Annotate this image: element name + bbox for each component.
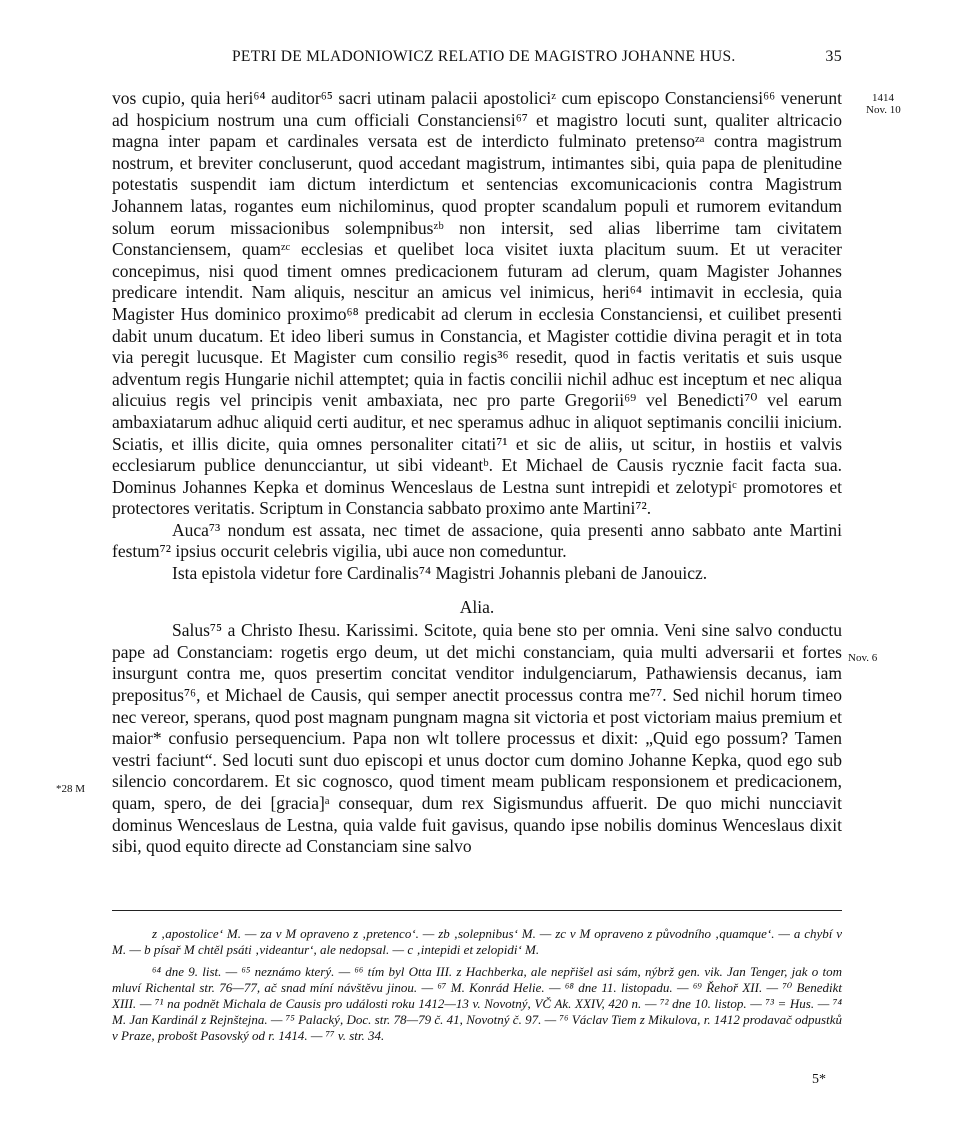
- paragraph-auca: Auca⁷³ nondum est assata, nec timet de assacione, quia presenti anno sabbato ante Martini festum⁷² ipsius occurit celebris vigilia, ubi auce non comeduntur.: [112, 519, 842, 562]
- footnote-divider: [112, 910, 842, 911]
- margin-date-day: Nov. 10: [866, 104, 901, 116]
- footnote-commentary: ⁶⁴ dne 9. list. — ⁶⁵ neznámo který. — ⁶⁶ tím byl Otta III. z Hachberka, ale nepřišel asi sám, nýbrž gen. vik. Jan Tenger, jak o tom mluví Richental str. 76—77, ač snad míní návštěvu jinou. — ⁶⁷ M. Konrád Helie. — ⁶⁸ dne 11. listopadu. — ⁶⁹ Řehoř XII. — ⁷⁰ Benedikt XIII. — ⁷¹ na podnět Michala de Causis pro události roku 1412—13 v. Novotný, VČ Ak. XXIV, 420 n. — ⁷² dne 10. listop. — ⁷³ = Hus. — ⁷⁴ M. Jan Kardinál z Rejnštejna. — ⁷⁵ Palacký, Doc. str. 78—79 č. 41, Novotný č. 97. — ⁷⁶ Václav Tiem z Mikulova, r. 1412 prodavač odpustků v Praze, probošt Pasovský od r. 1414. — ⁷⁷ v. str. 34.: [112, 964, 842, 1043]
- running-title: PETRI DE MLADONIOWICZ RELATIO DE MAGISTRO JOHANNE HUS.: [232, 48, 736, 65]
- footnote-textual: z ‚apostolice‘ M. — za v M opraveno z ‚pretenco‘. — zb ‚solepnibus‘ M. — zc v M opraveno z původního ‚quamque‘. — a chybí v M. — b písař M chtěl psáti ‚videantur‘, ale nedopsal. — c ‚intepidi et zelopidi‘ M.: [112, 926, 842, 957]
- signature-mark: 5*: [812, 1072, 826, 1087]
- running-header: [112, 48, 842, 72]
- margin-date-year: 1414: [872, 92, 894, 104]
- paragraph-letter-1: vos cupio, quia heri⁶⁴ auditor⁶⁵ sacri utinam palacii apostoliciᶻ cum episcopo Constanciensi⁶⁶ venerunt ad hospicium nostrum una cum officiali Constanciensi⁶⁷ et magistro locuti sunt, qualiter altricacio magna inter papam et cardinales versata est de interdicto fulminato pretensoᶻᵃ contra magistrum nostrum, et breviter concluserunt, quod accedant magistrum, intimantes sibi, quia papa de plenitudine potestatis suspendit iam dictum interdictum et sentencias excomunicacionis contra Magistrum Johannem latas, rogantes eum nichilominus, quod propter scandalum populi et rumorem evitandum solum eorum missacionibus solempnibusᶻᵇ non intersit, sed alias liberrime tam civitatem Constanciensem, quamᶻᶜ ecclesias et quelibet loca visitet iuxta placitum suum. Et ut veraciter concepimus, nisi quod timent omnes predicacionem futuram ad clerum, quam Magister Johannes predicare intendit. Nam aliquis, nescitur an amicus vel inimicus, heri⁶⁴ intimavit in ecclesia, quia Magister Hus dominico proximo⁶⁸ predicabit ad clerum in ecclesia Constanciensi, et cuilibet presenti dabit unum ducatum. Et ideo liberi sumus in Constancia, et Magister cottidie divina peragit et in tota via peregit lucusque. Et Magister cum consilio regis³⁶ resedit, quod in factis veritatis et suis usque adventum regis Hungarie nichil attemptet; quia in factis concilii nichil adhuc est inceptum et nec aliqua alicuius regis vel principis venit ambaxiata, nec pro parte Gregorii⁶⁹ vel Benedicti⁷⁰ vel earum ambaxiatarum adhuc aliquid certi auditur, et nec speramus adhuc in aliquot septimanis concilii inicium. Sciatis, et illis dicite, quia omnes personaliter citati⁷¹ et sic de aliis, ut scitur, in hostiis et valvis ecclesiarum publice denuncciantur, ut sibi videantᵇ. Et Michael de Causis rycznie facit facta sua. Dominus Johannes Kepka et dominus Wenceslaus de Lestna sunt intrepidi et zelotypiᶜ promotores et protectores veritatis. Scriptum in Constancia sabbato proximo ante Martini⁷².: [112, 88, 842, 519]
- page-number: 35: [825, 48, 842, 65]
- margin-folio-mark: *28 M: [56, 783, 86, 795]
- section-heading-alia: Alia.: [459, 596, 495, 617]
- paragraph-letter-2: Salus⁷⁵ a Christo Ihesu. Karissimi. Scitote, quia bene sto per omnia. Veni sine salvo conductu pape ad Constanciam: rogetis ergo deum, ut det michi constanciam, quia multi adversarii et fortes insurgunt contra me, quos presertim concitat venditor indulgenciarum, Pathawiensis decanus, iam prepositus⁷⁶, et Michael de Causis, qui semper anectit processus contra me⁷⁷. Sed nichil horum timeo nec vereor, sperans, quod post magnam pungnam magna sit victoria et post victoriam maius premium et maior* confusio persequencium. Papa non wlt tollere processus et dixit: „Quid ego possum? Tamen vestri faciunt“. Sed locuti sunt duo episcopi et unus doctor cum domino Johanne Kepka, quod ego sub silencio concordarem. Et sic cognosco, quod timent meam publicam responsionem et predicacionem, quam, spero, de dei [gracia]ᵃ consequar, dum rex Sigismundus affuerit. De quo michi nuncciavit dominus Wenceslaus de Lestna, quia valde fuit gavisus, quando ipse nobilis dominus Wenceslaus dixit sibi, quod equito directe ad Constanciam sine salvo: [112, 620, 842, 857]
- main-text: [112, 88, 842, 858]
- margin-date-nov6: Nov. 6: [848, 652, 878, 664]
- footnotes: [112, 926, 842, 1050]
- paragraph-epistola: Ista epistola videtur fore Cardinalis⁷⁴ Magistri Johannis plebani de Janouicz.: [172, 563, 708, 584]
